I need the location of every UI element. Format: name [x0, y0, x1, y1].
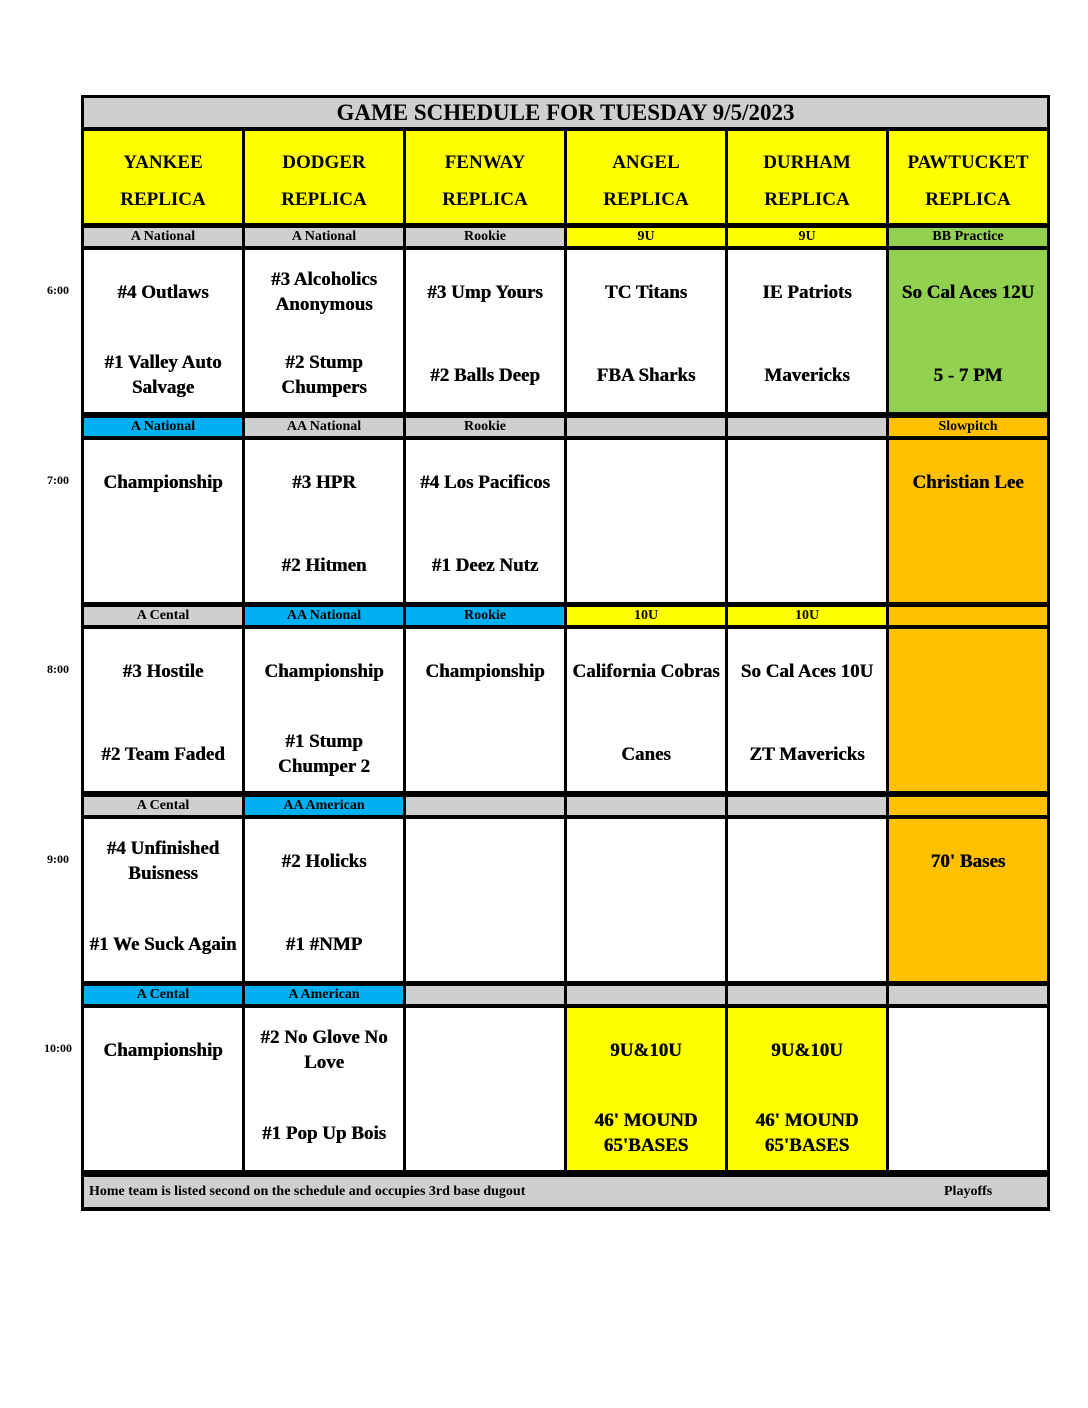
away-team: Championship	[264, 660, 384, 682]
division-label	[406, 986, 564, 1004]
home-team	[889, 532, 1047, 598]
game-cell	[84, 819, 242, 981]
away-team: So Cal Aces 10U	[740, 660, 874, 682]
game-cell	[245, 250, 403, 412]
away-team: #2 Holicks	[281, 850, 367, 872]
away-team: TC Titans	[604, 281, 688, 303]
game-cell	[889, 819, 1047, 981]
away-team: #4 Los Pacificos	[420, 471, 550, 493]
away-team: Championship	[103, 1039, 223, 1061]
home-team: ZT Mavericks	[749, 743, 865, 765]
game-cell	[889, 250, 1047, 412]
game-cell	[84, 250, 242, 412]
away-team: IE Patriots	[762, 281, 852, 303]
division-label	[889, 986, 1047, 1004]
away-team: 70' Bases	[930, 850, 1006, 872]
field-header-dodger	[245, 131, 403, 223]
game-cell	[245, 440, 403, 602]
game-cell	[567, 440, 725, 602]
division-label	[406, 797, 564, 815]
home-team: #1 #NMP	[285, 933, 363, 955]
division-label: A National	[245, 228, 403, 246]
home-team: 5 - 7 PM	[933, 364, 1003, 386]
division-label	[728, 797, 886, 815]
game-cell	[84, 440, 242, 602]
game-cell	[889, 629, 1047, 791]
home-team: #1 Valley Auto Salvage	[104, 352, 222, 398]
away-team: 9U&10U	[610, 1039, 682, 1061]
home-team	[567, 532, 725, 598]
field-name: YANKEE	[123, 152, 203, 173]
game-cell	[567, 819, 725, 981]
division-label: 9U	[728, 228, 886, 246]
away-team	[728, 450, 886, 514]
division-label	[728, 418, 886, 436]
division-label	[567, 797, 725, 815]
game-cell	[567, 250, 725, 412]
game-cell	[84, 1008, 242, 1170]
field-sub: REPLICA	[764, 189, 850, 210]
game-cell	[406, 1008, 564, 1170]
home-team: #1 Deez Nutz	[431, 554, 539, 576]
game-cell	[728, 250, 886, 412]
division-label: Rookie	[406, 228, 564, 246]
division-label	[889, 797, 1047, 815]
home-team: #2 Hitmen	[281, 554, 367, 576]
home-team: #2 Team Faded	[101, 743, 225, 765]
away-team: #3 Hostile	[122, 660, 204, 682]
division-label: A National	[84, 228, 242, 246]
game-cell	[406, 819, 564, 981]
time-label: 8:00	[47, 662, 69, 676]
away-team	[728, 829, 886, 893]
away-team: #4 Unfinished Buisness	[106, 838, 220, 884]
home-team: FBA Sharks	[596, 364, 696, 386]
home-team-note: Home team is listed second on the schedule and occupies 3rd base dugout	[89, 1184, 526, 1199]
division-label: A Cental	[84, 986, 242, 1004]
field-header-fenway	[406, 131, 564, 223]
time-label: 9:00	[47, 852, 69, 866]
division-label: BB Practice	[889, 228, 1047, 246]
schedule-table	[81, 95, 1050, 1211]
home-team: 46' MOUND 65'BASES	[755, 1110, 859, 1156]
game-cell	[245, 1008, 403, 1170]
division-label: AA National	[245, 418, 403, 436]
home-team: #1 Pop Up Bois	[261, 1122, 387, 1144]
division-label	[567, 986, 725, 1004]
division-label: A National	[84, 418, 242, 436]
game-cell	[889, 1008, 1047, 1170]
field-header-durham	[728, 131, 886, 223]
home-team	[567, 911, 725, 977]
away-team	[567, 829, 725, 893]
home-team	[728, 911, 886, 977]
home-team: 46' MOUND 65'BASES	[594, 1110, 698, 1156]
game-cell	[567, 1008, 725, 1170]
time-label: 6:00	[47, 283, 69, 297]
away-team: #3 HPR	[292, 471, 356, 493]
division-label	[889, 607, 1047, 625]
away-team: Christian Lee	[912, 471, 1024, 493]
division-label: 10U	[728, 607, 886, 625]
away-team: Championship	[425, 660, 545, 682]
away-team	[889, 639, 1047, 703]
home-team	[728, 532, 886, 598]
division-label: Slowpitch	[889, 418, 1047, 436]
division-label: Rookie	[406, 418, 564, 436]
playoffs-label: Playoffs	[944, 1184, 993, 1199]
game-cell	[406, 629, 564, 791]
field-sub: REPLICA	[603, 189, 689, 210]
page-title: GAME SCHEDULE FOR TUESDAY 9/5/2023	[84, 98, 1047, 127]
footer-note	[84, 1177, 1047, 1207]
field-header-yankee	[84, 131, 242, 223]
field-name: DURHAM	[763, 152, 851, 173]
game-cell	[245, 819, 403, 981]
field-name: PAWTUCKET	[907, 152, 1029, 173]
division-label: AA American	[245, 797, 403, 815]
field-name: DODGER	[282, 152, 366, 173]
home-team: #2 Stump Chumpers	[281, 352, 367, 398]
game-cell	[728, 440, 886, 602]
home-team: Mavericks	[764, 364, 850, 386]
home-team: #1 We Suck Again	[89, 933, 237, 955]
away-team: Championship	[103, 471, 223, 493]
away-team: #3 Ump Yours	[427, 281, 543, 303]
home-team	[84, 532, 242, 598]
field-header-angel	[567, 131, 725, 223]
division-label: 9U	[567, 228, 725, 246]
home-team	[889, 721, 1047, 787]
time-label: 7:00	[47, 473, 69, 487]
field-sub: REPLICA	[442, 189, 528, 210]
division-label: A Cental	[84, 607, 242, 625]
away-team	[406, 1018, 564, 1082]
away-team: #3 Alcoholics Anonymous	[270, 269, 378, 315]
field-name: FENWAY	[444, 152, 526, 173]
home-team	[889, 911, 1047, 977]
game-cell	[889, 440, 1047, 602]
away-team: #4 Outlaws	[117, 281, 209, 303]
game-cell	[567, 629, 725, 791]
game-cell	[245, 629, 403, 791]
home-team	[889, 1100, 1047, 1166]
home-team: #1 Stump Chumper 2	[277, 731, 371, 777]
home-team	[84, 1100, 242, 1166]
away-team: #2 No Glove No Love	[260, 1027, 388, 1073]
division-label	[567, 418, 725, 436]
away-team: California Cobras	[572, 660, 720, 682]
field-header-pawtucket	[889, 131, 1047, 223]
field-sub: REPLICA	[281, 189, 367, 210]
game-cell	[728, 1008, 886, 1170]
home-team: Canes	[621, 743, 671, 765]
home-team	[406, 1100, 564, 1166]
home-team: #2 Balls Deep	[430, 364, 540, 386]
game-cell	[728, 629, 886, 791]
division-label: AA National	[245, 607, 403, 625]
away-team	[406, 829, 564, 893]
home-team	[406, 911, 564, 977]
field-name: ANGEL	[612, 152, 680, 173]
time-label: 10:00	[44, 1041, 72, 1055]
division-label: 10U	[567, 607, 725, 625]
division-label: A American	[245, 986, 403, 1004]
home-team	[406, 721, 564, 787]
away-team	[567, 450, 725, 514]
division-label	[728, 986, 886, 1004]
game-cell	[84, 629, 242, 791]
away-team	[889, 1018, 1047, 1082]
division-label: A Cental	[84, 797, 242, 815]
away-team: 9U&10U	[771, 1039, 843, 1061]
field-sub: REPLICA	[120, 189, 206, 210]
division-label: Rookie	[406, 607, 564, 625]
field-sub: REPLICA	[925, 189, 1011, 210]
game-cell	[406, 440, 564, 602]
game-cell	[728, 819, 886, 981]
away-team: So Cal Aces 12U	[901, 281, 1035, 303]
game-cell	[406, 250, 564, 412]
